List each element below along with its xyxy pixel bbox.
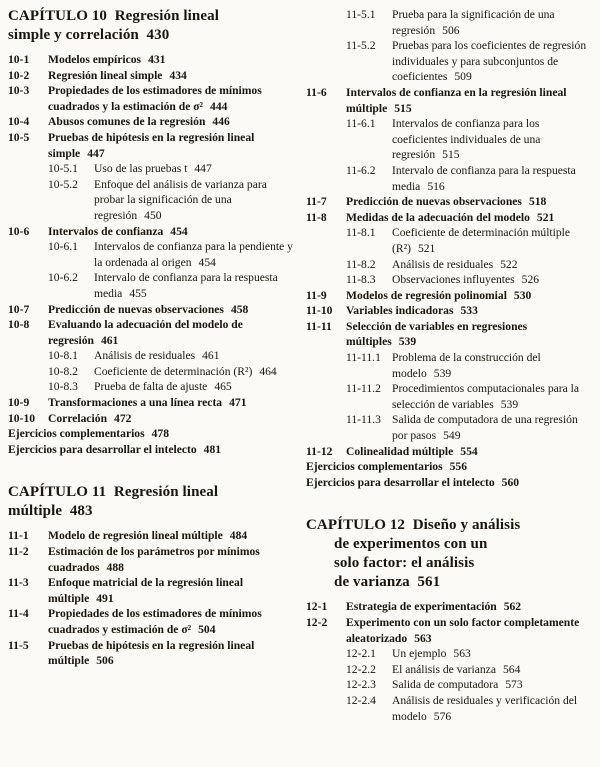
- toc-entry: [48, 348, 298, 364]
- toc-entry-title: Intervalos de confianza para los coeficientes individuales de una regresión: [392, 117, 541, 162]
- toc-entry-page: 549: [443, 429, 461, 443]
- toc-entry-page: 481: [203, 442, 222, 456]
- toc-entry-page: 461: [202, 349, 220, 363]
- toc-entry-page: 560: [501, 475, 520, 489]
- toc-entry-title: Prueba de falta de ajuste: [94, 380, 208, 394]
- toc-entry-page: 515: [442, 148, 460, 162]
- toc-entry-number: 11-11.3: [346, 413, 381, 427]
- toc-entry-title: Ejercicios para desarrollar el intelecto: [306, 475, 495, 489]
- toc-entry-page: 446: [212, 115, 230, 129]
- toc-entry-title: Procedimientos computacionales para la selección de variables: [392, 382, 580, 411]
- toc-entry-title: Enfoque matricial de la regresión lineal múltiple: [48, 576, 244, 605]
- toc-entry-number: 10-3: [8, 84, 30, 98]
- toc-entry-page: 564: [502, 662, 521, 676]
- toc-entry-number: 11-7: [306, 195, 327, 209]
- toc-entry-number: 11-8.2: [346, 257, 376, 271]
- toc-entry: [48, 270, 298, 301]
- toc-entry-list: [8, 528, 298, 668]
- toc-entry: [306, 475, 596, 491]
- toc-entry-number: 12-1: [306, 600, 328, 614]
- toc-entry: [8, 575, 298, 606]
- toc-entry-title: Experimento con un solo factor completamente aleatorizado: [346, 616, 580, 645]
- toc-entry-page: 447: [87, 146, 105, 160]
- toc-entry-number: 10-5.1: [48, 162, 78, 176]
- toc-entry-title: Análisis de residuales: [94, 349, 196, 363]
- toc-entry-page: 518: [528, 195, 547, 209]
- toc-entry-number: 11-1: [8, 529, 29, 543]
- toc-entry-number: 10-7: [8, 302, 30, 316]
- toc-entry-number: 10-8.2: [48, 364, 78, 378]
- chapter-heading-line: CAPÍTULO 10 Regresión lineal: [8, 8, 219, 24]
- toc-entry: [8, 317, 298, 348]
- toc-entry-title: Predicción de nuevas observaciones: [48, 302, 224, 316]
- toc-entry-page: 530: [513, 288, 532, 302]
- toc-entry-page: 506: [442, 23, 460, 37]
- toc-entry-title: Problema de la construcción del modelo: [392, 351, 541, 380]
- toc-entry-number: 12-2.2: [346, 662, 376, 676]
- toc-entry-list: [306, 599, 596, 724]
- toc-entry-title: Análisis de residuales y verificación del modelo: [392, 693, 578, 723]
- toc-entry-title: Evaluando la adecuación del modelo de regresión: [48, 318, 243, 347]
- toc-entry-title: Un ejemplo: [392, 647, 447, 661]
- toc-entry-number: 10-8: [8, 318, 30, 332]
- toc-entry-title: Enfoque del análisis de varianza para probar la significación de una regresión: [94, 177, 267, 222]
- toc-entry-page: 509: [454, 70, 472, 84]
- toc-entry-page: 521: [536, 210, 555, 224]
- toc-entry: [346, 163, 596, 194]
- toc-entry-page: 533: [460, 304, 478, 318]
- toc-entry: [346, 350, 596, 381]
- toc-entry-number: 12-2: [306, 616, 328, 629]
- toc-entry-number: 10-5: [8, 130, 30, 144]
- toc-entry: [48, 177, 298, 224]
- toc-entry-page: 471: [229, 396, 247, 410]
- toc-entry-title: Intervalos de confianza: [48, 224, 164, 238]
- toc-entry: [306, 615, 596, 646]
- toc-entry: [306, 210, 596, 226]
- toc-entry-number: 11-6.1: [346, 117, 376, 131]
- toc-entry: [346, 272, 596, 288]
- toc-entry-title: Estrategia de experimentación: [346, 600, 497, 614]
- toc-entry: [48, 239, 298, 270]
- chapter-heading: [8, 483, 298, 521]
- toc-entry: [346, 116, 596, 163]
- toc-entry-page: 484: [229, 529, 248, 543]
- toc-entry-number: 11-5.1: [346, 8, 376, 21]
- toc-entry-title: Modelos de regresión polinomial: [346, 288, 507, 302]
- toc-entry-title: Salida de computadora: [392, 678, 499, 692]
- toc-entry-number: 11-2: [8, 545, 29, 559]
- toc-entry-page: 563: [414, 631, 432, 645]
- toc-entry-page: 554: [460, 444, 478, 458]
- toc-entry: [8, 52, 298, 68]
- toc-entry-number: 10-8.1: [48, 349, 78, 363]
- toc-entry: [306, 319, 596, 350]
- chapter-heading: [8, 7, 298, 45]
- toc-entry-page: 458: [230, 302, 249, 316]
- toc-entry-number: 11-8.3: [346, 273, 376, 287]
- toc-entry: [346, 381, 596, 412]
- toc-entry: [8, 302, 298, 318]
- chapter-heading-line: de varianza 561: [334, 574, 441, 591]
- toc-entry-page: 516: [427, 179, 445, 193]
- toc-entry-title: Medidas de la adecuación del modelo: [346, 210, 530, 224]
- toc-entry: [8, 395, 298, 411]
- toc-entry-title: El análisis de varianza: [392, 662, 496, 676]
- toc-entry-number: 11-12: [306, 444, 333, 458]
- toc-entry-number: 10-6: [8, 224, 30, 238]
- chapter-heading-line: múltiple 483: [8, 503, 93, 520]
- toc-entry: [346, 412, 596, 443]
- toc-entry-number: 10-1: [8, 53, 30, 66]
- toc-entry-number: 11-5.2: [346, 39, 376, 53]
- toc-entry-title: Modelos empíricos: [48, 53, 142, 66]
- toc-entry-page: 478: [151, 427, 170, 441]
- toc-entry-title: Transformaciones a una línea recta: [48, 396, 223, 410]
- toc-entry-title: Pruebas de hipótesis en la regresión lineal simple: [48, 130, 255, 160]
- chapter-heading-line: CAPÍTULO 11 Regresión lineal: [8, 484, 219, 501]
- toc-entry: [346, 662, 596, 678]
- toc-entry-title: Prueba para la significación de una regresión: [392, 8, 555, 37]
- toc-entry-number: 11-11.2: [346, 382, 381, 396]
- toc-entry-list: [306, 7, 596, 490]
- toc-entry: [346, 7, 596, 38]
- toc-entry-number: 11-8: [306, 210, 327, 224]
- toc-column-right: [306, 7, 596, 724]
- toc-entry-number: 11-8.1: [346, 226, 376, 240]
- toc-entry-title: Predicción de nuevas observaciones: [346, 195, 522, 209]
- toc-entry-title: Modelo de regresión lineal múltiple: [48, 529, 223, 543]
- toc-entry: [306, 459, 596, 475]
- toc-entry-title: Intervalos de confianza para la pendiente y la ordenada al origen: [94, 240, 293, 269]
- toc-entry-number: 10-10: [8, 411, 36, 425]
- toc-entry: [8, 411, 298, 427]
- toc-entry-title: Variables indicadoras: [346, 304, 454, 318]
- toc-entry-page: 521: [417, 241, 436, 255]
- toc-entry: [8, 638, 298, 669]
- chapter-heading: [306, 516, 596, 592]
- toc-entry: [48, 364, 298, 380]
- toc-entry-page: 573: [505, 678, 523, 692]
- toc-entry-title: Propiedades de los estimadores de mínimos cuadrados y estimación de σ²: [48, 607, 262, 636]
- toc-entry-page: 472: [114, 411, 132, 425]
- toc-entry: [306, 85, 596, 116]
- toc-entry-number: 10-8.3: [48, 380, 78, 394]
- toc-entry-title: Regresión lineal simple: [48, 68, 163, 82]
- chapter-heading-line: CAPÍTULO 12 Diseño y análisis: [306, 517, 521, 534]
- toc-entry-title: Observaciones influyentes: [392, 273, 515, 287]
- toc-entry-title: Ejercicios para desarrollar el intelecto: [8, 442, 197, 456]
- toc-entry-page: 454: [170, 224, 188, 238]
- toc-entry-number: 12-2.4: [346, 693, 376, 707]
- toc-entry-number: 11-6: [306, 85, 327, 99]
- toc-entry: [346, 38, 596, 85]
- toc-column-left: [8, 7, 298, 724]
- toc-entry-number: 10-6.2: [48, 271, 78, 285]
- toc-entry-title: Análisis de residuales: [392, 257, 494, 271]
- toc-entry-page: 556: [449, 460, 468, 474]
- toc-entry-title: Intervalos de confianza en la regresión lineal múltiple: [346, 85, 567, 115]
- toc-entry: [8, 130, 298, 161]
- toc-entry-page: 562: [503, 600, 522, 614]
- toc-entry: [8, 224, 298, 240]
- toc-entry: [8, 544, 298, 575]
- toc-entry-page: 455: [129, 286, 147, 300]
- toc-entry-page: 454: [198, 255, 216, 269]
- toc-entry-page: 515: [394, 101, 412, 115]
- toc-entry-page: 444: [210, 99, 228, 113]
- toc-entry-list: [8, 52, 298, 457]
- toc-entry-page: 431: [148, 53, 166, 66]
- toc-entry-title: Intervalo de confianza para la respuesta media: [392, 163, 576, 193]
- toc-entry: [346, 693, 596, 724]
- toc-entry-title: Colinealidad múltiple: [346, 444, 454, 458]
- toc-entry: [306, 303, 596, 319]
- toc-entry-title: Propiedades de los estimadores de mínimos cuadrados y la estimación de σ²: [48, 84, 262, 113]
- toc-entry: [8, 83, 298, 114]
- toc-entry: [8, 68, 298, 84]
- toc-entry-number: 11-9: [306, 288, 327, 302]
- toc-entry: [306, 194, 596, 210]
- toc-entry-page: 450: [144, 208, 162, 222]
- toc-entry-title: Ejercicios complementarios: [306, 460, 443, 474]
- toc-entry-title: Pruebas para los coeficientes de regresión individuales y para subconjuntos de coeficientes: [392, 39, 587, 84]
- toc-entry-number: 12-2.3: [346, 678, 376, 692]
- toc-entry-title: Selección de variables en regresiones múltiples: [346, 319, 528, 349]
- toc-entry-number: 11-5: [8, 638, 29, 652]
- toc-entry-page: 576: [433, 709, 452, 723]
- toc-entry: [306, 599, 596, 615]
- toc-entry: [8, 114, 298, 130]
- toc-entry-title: Pruebas de hipótesis en la regresión lineal múltiple: [48, 638, 255, 668]
- toc-entry-page: 465: [214, 380, 232, 394]
- toc-entry: [346, 225, 596, 256]
- toc-entry-title: Correlación: [48, 411, 108, 425]
- toc-entry-page: 461: [100, 333, 119, 347]
- toc-entry-title: Abusos comunes de la regresión: [48, 115, 206, 129]
- toc-entry: [8, 426, 298, 442]
- toc-entry-number: 11-3: [8, 576, 29, 590]
- toc-entry-title: Intervalo de confianza para la respuesta media: [94, 271, 278, 300]
- toc-entry-page: 563: [453, 647, 471, 661]
- toc-entry: [48, 161, 298, 177]
- toc-entry-number: 11-11: [306, 319, 332, 333]
- toc-entry-page: 526: [521, 273, 540, 287]
- toc-entry-number: 10-2: [8, 68, 30, 82]
- toc-entry-page: 539: [433, 366, 452, 380]
- toc-entry-title: Coeficiente de determinación múltiple (R²): [392, 226, 571, 255]
- toc-entry-number: 11-4: [8, 607, 29, 621]
- toc-entry: [346, 646, 596, 662]
- toc-entry-number: 11-10: [306, 304, 333, 318]
- toc-entry-page: 539: [398, 335, 417, 349]
- toc-entry-number: 12-2.1: [346, 647, 376, 661]
- chapter-heading-line: de experimentos con un: [334, 536, 488, 553]
- toc-entry-number: 10-9: [8, 396, 30, 410]
- toc-entry-number: 11-11.1: [346, 351, 381, 365]
- toc-entry: [8, 528, 298, 544]
- toc-entry-title: Estimación de los parámetros por mínimos cuadrados: [48, 545, 260, 574]
- toc-entry-page: 491: [96, 591, 114, 605]
- toc-entry: [48, 379, 298, 395]
- toc-entry-number: 10-6.1: [48, 240, 78, 254]
- toc-entry-number: 10-4: [8, 115, 30, 129]
- toc-entry-number: 10-5.2: [48, 177, 78, 191]
- toc-entry-page: 434: [169, 68, 187, 82]
- toc-entry: [346, 677, 596, 693]
- toc-entry-page: 504: [198, 623, 216, 636]
- toc-entry-page: 464: [259, 364, 277, 378]
- toc-entry-page: 488: [106, 560, 124, 574]
- toc-entry-page: 539: [500, 397, 519, 411]
- chapter-heading-line: simple y correlación 430: [8, 27, 170, 43]
- toc-entry-page: 447: [194, 162, 212, 176]
- toc-entry-page: 506: [96, 654, 114, 668]
- toc-entry: [306, 444, 596, 460]
- toc-entry: [346, 257, 596, 273]
- toc-entry: [306, 288, 596, 304]
- toc-entry-page: 522: [500, 257, 518, 271]
- chapter-heading-line: solo factor: el análisis: [334, 555, 475, 572]
- toc-entry: [8, 606, 298, 637]
- toc-entry-title: Ejercicios complementarios: [8, 427, 145, 441]
- toc-entry-title: Salida de computadora de una regresión por pasos: [392, 413, 578, 443]
- toc-entry: [8, 442, 298, 458]
- toc-entry-title: Coeficiente de determinación (R²): [94, 364, 253, 378]
- toc-entry-title: Uso de las pruebas t: [94, 162, 188, 176]
- toc-entry-number: 11-6.2: [346, 163, 376, 177]
